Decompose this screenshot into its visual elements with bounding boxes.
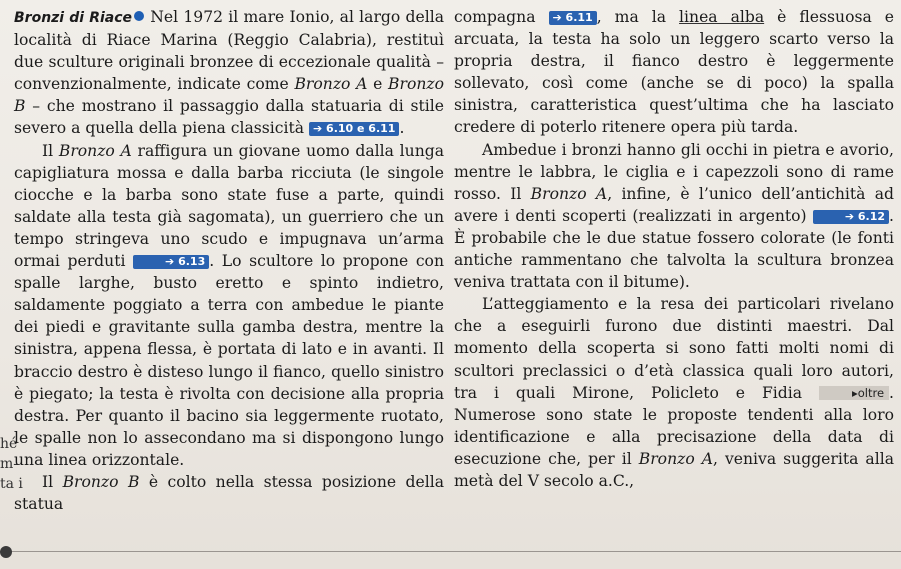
margin-fragment: hé — [0, 436, 18, 452]
figure-reference-link[interactable]: ➔ 6.10 e 6.11 — [309, 122, 399, 136]
see-more-link[interactable]: ▸oltre — [819, 386, 889, 400]
italic-term: Bronzo A — [530, 184, 608, 203]
left-column — [14, 6, 444, 515]
text: . È probabile che le due statue fossero colorate (le fonti antiche rammentano che talvolta la scultura bronzea veniva trattata con il bitume). — [454, 206, 894, 292]
text: . Lo scultore lo propone con spalle larghe, busto eretto e spinto indietro, saldamente poggiato a terra con ambedue le piante dei piedi e gravitante sulla gamba destra, mentre la sinistra, appena flessa, è portata di lato e in avanti. Il braccio destro è disteso lungo il fianco, quello sinistro è piegato; la testa è rivolta con decisione alla propria destra. Per quanto il bacino sia leggermente ruotato, le spalle non lo assecondano ma si dispongono lungo una linea orizzontale. — [14, 252, 444, 469]
text: . — [399, 119, 405, 138]
figure-reference-link[interactable]: ➔ 6.11 — [549, 11, 597, 25]
italic-term: Bronzo B — [14, 75, 444, 116]
margin-fragment: ta i — [0, 476, 23, 492]
bullet-dot-icon — [0, 546, 12, 558]
text: , ma la — [596, 8, 680, 26]
text: – che mostrano il passaggio dalla statuaria di stile severo a quella della piena classicità — [14, 97, 444, 138]
text: Nel 1972 il mare Ionio, al largo della località di Riace Marina (Reggio Calabria), restituì due sculture originali bronzee di eccezionale qualità – convenzionalmente, indicate come — [14, 8, 444, 94]
paragraph-bronzo-b — [14, 471, 444, 515]
italic-term: Bronzo A — [58, 141, 132, 160]
text: raffigura un giovane uomo dalla lunga capigliatura mossa e dalla barba ricciuta (le singole ciocche e la barba sono state fuse a parte, quindi saldate alla testa già sagomata), un guerriero che un tempo stringeva uno scudo e impugnava un’arma ormai perduti — [14, 141, 445, 271]
text: Il — [42, 472, 63, 491]
figure-reference-link[interactable]: ➔ 6.13 — [133, 255, 209, 269]
section-title: Bronzi di Riace — [14, 10, 133, 26]
bullet-dot-icon — [134, 11, 144, 21]
paragraph-attribution — [454, 293, 894, 492]
text: Ambedue i bronzi hanno gli occhi in pietra e avorio, mentre le labbra, le ciglia e i capezzoli sono di rame rosso. Il — [454, 140, 894, 203]
text: è flessuosa e arcuata, la testa ha solo un leggero scarto verso la propria destra, il fianco destro è leggermente sollevato, così come (anche se di poco) la spalla sinistra, caratteristica quest’ultima che ha lasciato credere di poterlo ritenere opera più tarda. — [454, 8, 894, 137]
paragraph-continuation — [454, 6, 894, 139]
text: e — [367, 75, 389, 94]
text: Il — [42, 141, 59, 160]
page-bottom-rule — [10, 551, 901, 552]
figure-reference-link[interactable]: ➔ 6.12 — [813, 210, 889, 224]
paragraph-bronzo-a — [14, 140, 444, 471]
text: . Numerose sono state le proposte tendenti alla loro identificazione e alla precisazione della data di esecuzione che, per il — [454, 383, 894, 468]
text: , infine, è l’unico dell’antichità ad avere i denti scoperti (realizzati in argento) — [454, 184, 895, 225]
paragraph-intro — [14, 6, 444, 140]
margin-fragment: m- — [0, 456, 19, 472]
paragraph-materials — [454, 139, 894, 294]
italic-term: Bronzo A — [294, 75, 368, 94]
text: , veniva suggerita alla metà del V secolo a.C., — [454, 449, 894, 490]
text: compagna — [454, 8, 549, 26]
text: L’atteggiamento e la resa dei particolari rivelano che a eseguirli furono due distinti maestri. Dal momento della scoperta si sono fatti molti nomi di scultori preclassici o d’età classica quali loro autori, tra i quali Mirone, Policleto e Fidia — [454, 295, 894, 402]
text: è colto nella stessa posizione della statua — [14, 472, 445, 514]
italic-term: Bronzo A — [638, 449, 713, 468]
italic-term: Bronzo B — [62, 472, 140, 491]
right-column — [454, 6, 894, 492]
underlined-term: linea alba — [679, 8, 765, 26]
